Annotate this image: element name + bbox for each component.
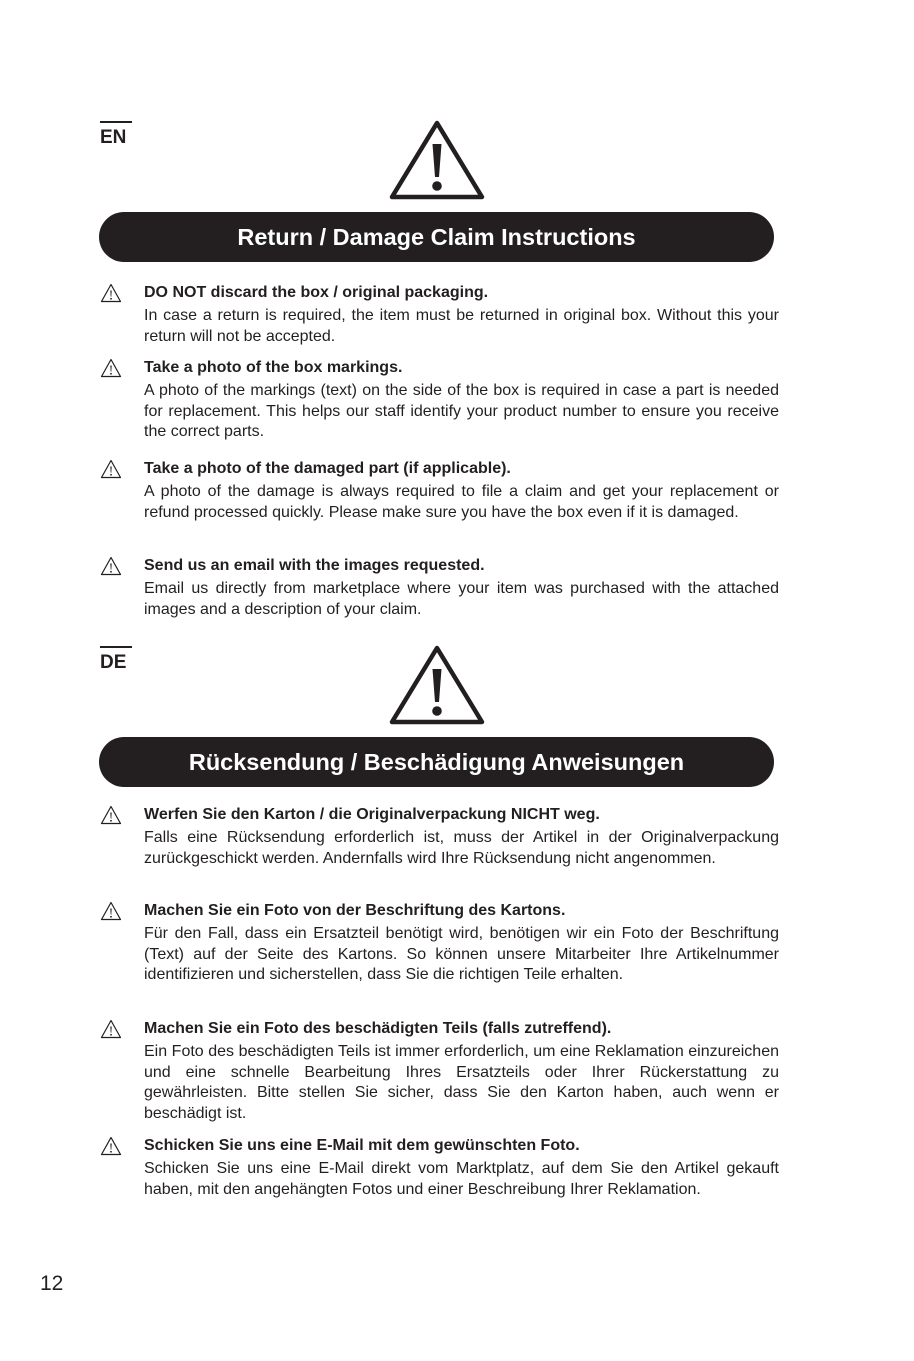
warning-triangle-icon xyxy=(389,645,485,725)
language-label: DE xyxy=(100,646,132,674)
warning-triangle-icon xyxy=(389,120,485,200)
page-number: 12 xyxy=(40,1272,64,1295)
warning-triangle-icon xyxy=(100,805,122,825)
warning-triangle-icon xyxy=(100,459,122,479)
instruction-heading: Schicken Sie uns eine E-Mail mit dem gewünschten Foto. xyxy=(144,1137,580,1154)
instruction-heading: DO NOT discard the box / original packaging. xyxy=(144,284,489,301)
language-label: EN xyxy=(100,121,132,149)
warning-triangle-icon xyxy=(100,901,122,921)
instruction-heading: Werfen Sie den Karton / die Originalverpackung NICHT weg. xyxy=(144,806,600,823)
instruction-body: Für den Fall, dass ein Ersatzteil benötigt wird, benötigen wir ein Foto der Beschriftung (Text) auf der Seite des Kartons. So können unsere Mitarbeiter Ihre Artikelnummer identifizieren und sicherstellen, dass Sie die richtigen Teile erhalten. xyxy=(144,925,779,983)
instruction-body: Falls eine Rücksendung erforderlich ist, muss der Artikel in der Originalverpackung zurückgeschickt werden. Andernfalls wird Ihre Rücksendung nicht angenommen. xyxy=(144,829,779,867)
instruction-heading: Machen Sie ein Foto von der Beschriftung des Kartons. xyxy=(144,902,566,919)
instruction-body: Ein Foto des beschädigten Teils ist immer erforderlich, um eine Reklamation einzureichen und eine schnelle Bearbeitung Ihres Ersatzteils oder Ihrer Rückerstattung zu gewährleisten. Bitte stellen Sie sicher, dass Sie den Karton haben, auch wenn er beschädigt ist. xyxy=(144,1043,779,1122)
warning-triangle-icon xyxy=(100,1136,122,1156)
section-title-banner: Return / Damage Claim Instructions xyxy=(99,212,774,262)
instruction-body: A photo of the damage is always required to file a claim and get your replacement or refund processed quickly. Please make sure you have the box even if it is damaged. xyxy=(144,483,779,521)
instruction-body: Schicken Sie uns eine E-Mail direkt vom Marktplatz, auf dem Sie den Artikel gekauft haben, mit den angehängten Fotos und einer Beschreibung Ihrer Reklamation. xyxy=(144,1160,779,1198)
section-title-banner: Rücksendung / Beschädigung Anweisungen xyxy=(99,737,774,787)
instruction-body: A photo of the markings (text) on the side of the box is required in case a part is needed for replacement. This helps our staff identify your product number to ensure you receive the correct parts. xyxy=(144,382,779,440)
instruction-body: In case a return is required, the item must be returned in original box. Without this your return will not be accepted. xyxy=(144,307,779,345)
instruction-heading: Send us an email with the images requested. xyxy=(144,557,485,574)
warning-triangle-icon xyxy=(100,1019,122,1039)
instruction-heading: Take a photo of the box markings. xyxy=(144,359,403,376)
warning-triangle-icon xyxy=(100,358,122,378)
warning-triangle-icon xyxy=(100,283,122,303)
instruction-body: Email us directly from marketplace where your item was purchased with the attached images and a description of your claim. xyxy=(144,580,779,618)
instruction-heading: Machen Sie ein Foto des beschädigten Teils (falls zutreffend). xyxy=(144,1020,612,1037)
warning-triangle-icon xyxy=(100,556,122,576)
instruction-heading: Take a photo of the damaged part (if applicable). xyxy=(144,460,511,477)
